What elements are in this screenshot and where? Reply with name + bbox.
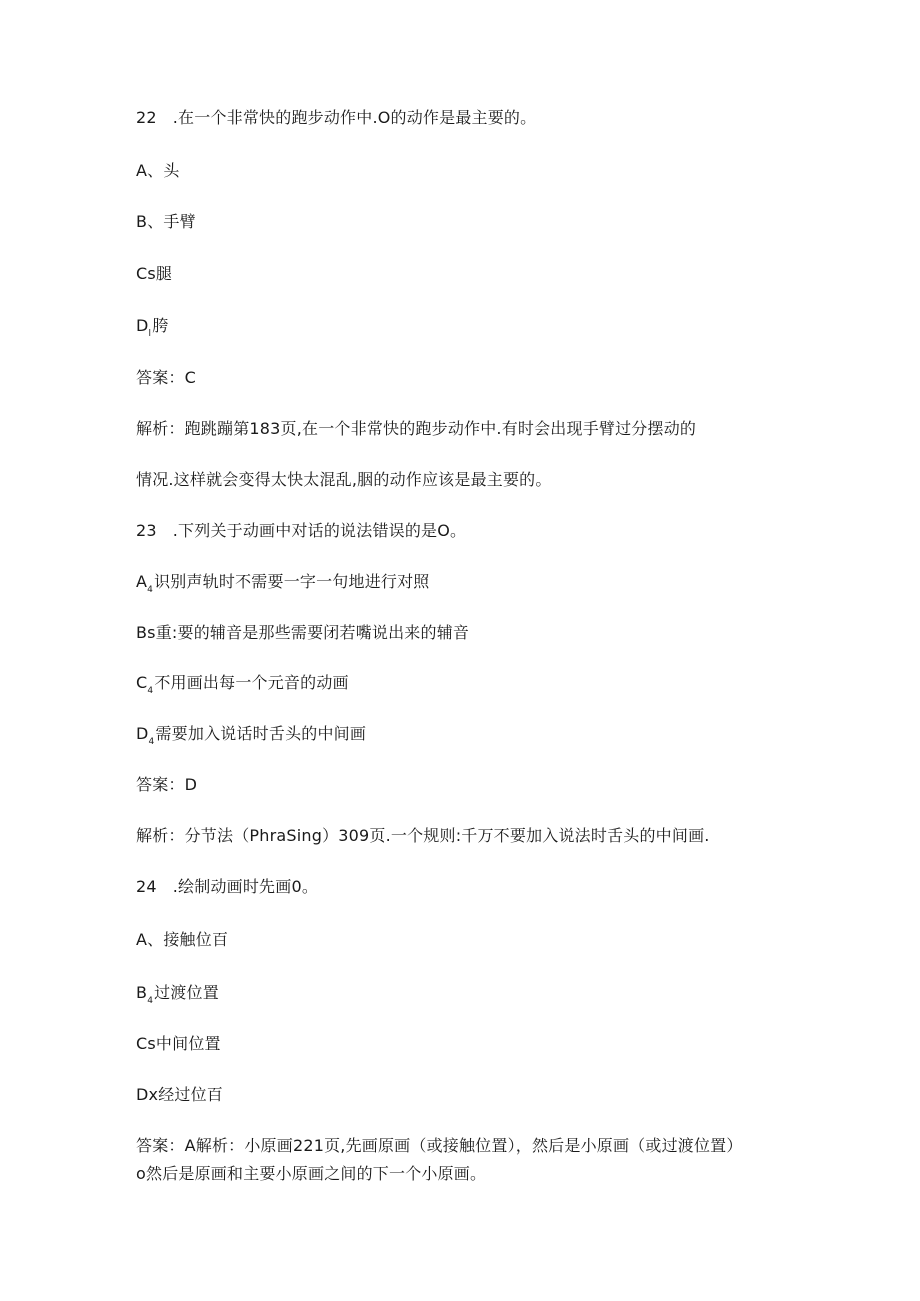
option-subscript: 4 <box>147 686 154 696</box>
answer-analysis-line-2: o然后是原画和主要小原画之间的下一个小原画。 <box>136 1164 487 1183</box>
option-letter: Bs <box>136 623 156 642</box>
option-letter: D <box>136 316 149 335</box>
option-text: 胯 <box>152 316 169 335</box>
option-subscript: 4 <box>147 996 154 1006</box>
question-number: 23 <box>136 521 157 540</box>
option-text: 、手臂 <box>147 212 196 231</box>
option-b <box>136 983 219 1006</box>
option-subscript: 4 <box>148 737 155 747</box>
option-letter: Cs <box>136 1034 156 1053</box>
question-number: 22 <box>136 108 157 127</box>
option-c <box>136 264 172 284</box>
option-letter: B <box>136 212 148 231</box>
option-d <box>136 724 366 747</box>
analysis-line-2: 情况.这样就会变得太快太混乱,胭的动作应该是最主要的。 <box>136 470 552 489</box>
option-text: 不用画出每一个元音的动画 <box>154 673 349 692</box>
option-subscript: l <box>148 329 152 339</box>
question-text: .绘制动画时先画0。 <box>172 877 319 896</box>
question-text: .下列关于动画中对话的说法错误的是O。 <box>172 521 467 540</box>
option-letter: D <box>136 724 149 743</box>
option-letter: A <box>136 572 148 591</box>
option-text: 、接触位百 <box>147 930 229 949</box>
option-a <box>136 161 180 181</box>
option-letter: B <box>136 983 148 1002</box>
option-a <box>136 930 228 950</box>
option-text: 识别声轨时不需要一字一句地进行对照 <box>154 572 430 591</box>
option-d <box>136 1085 223 1105</box>
answer: 答案：C <box>136 368 196 387</box>
option-text: 中间位置 <box>155 1034 221 1053</box>
option-subscript: 4 <box>147 585 154 595</box>
option-letter: Cs <box>136 264 156 283</box>
option-letter: Dx <box>136 1085 159 1104</box>
question-23 <box>136 521 466 541</box>
option-letter: C <box>136 673 148 692</box>
option-text: 经过位百 <box>158 1085 224 1104</box>
question-22 <box>136 108 536 128</box>
option-d <box>136 316 168 339</box>
option-letter: A <box>136 930 148 949</box>
option-text: 、头 <box>147 161 180 180</box>
option-a <box>136 572 430 595</box>
option-b <box>136 623 469 643</box>
option-b <box>136 212 196 232</box>
option-text: 需要加入说话时舌头的中间画 <box>155 724 367 743</box>
option-c <box>136 673 349 696</box>
question-text: .在一个非常快的跑步动作中.O的动作是最主要的。 <box>172 108 537 127</box>
analysis-line-1: 解析：跑跳蹦第183页,在一个非常快的跑步动作中.有时会出现手臂过分摆动的 <box>136 419 697 438</box>
answer-analysis-line-1: 答案：A解析：小原画221页,先画原画（或接触位置），然后是小原画（或过渡位置） <box>136 1136 743 1155</box>
option-text: 过渡位置 <box>154 983 219 1002</box>
option-text: 重:要的辅音是那些需要闭若嘴说出来的辅音 <box>155 623 470 642</box>
analysis-line-1: 解析：分节法（PhraSing）309页.一个规则:千万不要加入说法时舌头的中间画. <box>136 826 710 845</box>
option-text: 腿 <box>155 264 173 283</box>
option-c <box>136 1034 221 1054</box>
question-number: 24 <box>136 877 157 896</box>
answer: 答案：D <box>136 775 198 794</box>
option-letter: A <box>136 161 148 180</box>
question-24 <box>136 877 318 897</box>
